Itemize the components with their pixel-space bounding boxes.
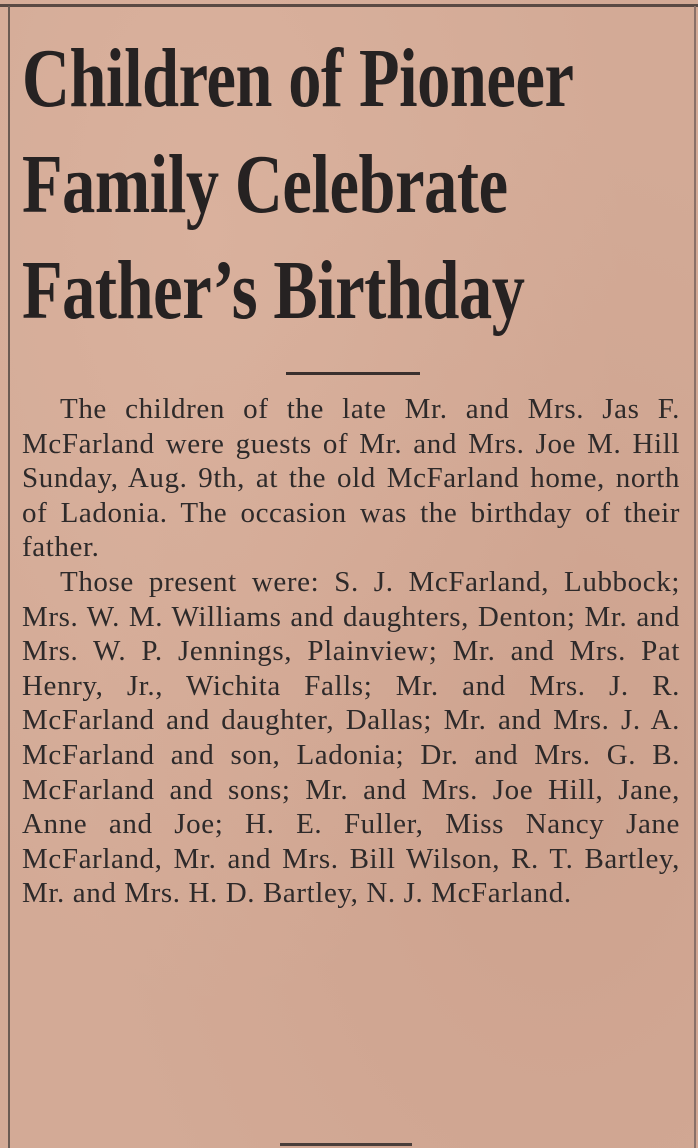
bottom-divider bbox=[280, 1143, 412, 1146]
headline-line-1: Children of Pioneer bbox=[22, 32, 574, 125]
left-column-rule bbox=[8, 6, 10, 1148]
headline-divider bbox=[286, 372, 420, 375]
headline bbox=[22, 26, 574, 344]
top-border-rule bbox=[0, 4, 698, 7]
right-column-rule bbox=[694, 6, 696, 1148]
headline-line-2: Family Celebrate bbox=[22, 138, 508, 231]
article-body bbox=[22, 392, 680, 911]
article-paragraph-2: Those present were: S. J. McFarland, Lubbock; Mrs. W. M. Williams and daughters, Denton; Mr. and Mrs. W. P. Jennings, Plainview; Mr. and Mrs. Pat Henry, Jr., Wichita Falls; Mr. and Mrs. J. R. McFarland and daughter, Dallas; Mr. and Mrs. J. A. McFarland and son, Ladonia; Dr. and Mrs. G. B. McFarland and sons; Mr. and Mrs. Joe Hill, Jane, Anne and Joe; H. E. Fuller, Miss Nancy Jane McFarland, Mr. and Mrs. Bill Wilson, R. T. Bartley, Mr. and Mrs. H. D. Bartley, N. J. McFarland. bbox=[22, 565, 680, 910]
article-paragraph-1: The children of the late Mr. and Mrs. Jas F. McFarland were guests of Mr. and Mrs. Joe M. Hill Sunday, Aug. 9th, at the old McFarland home, north of Ladonia. The occasion was the birthday of their father. bbox=[22, 393, 680, 564]
headline-line-3: Father’s Birthday bbox=[22, 244, 525, 337]
